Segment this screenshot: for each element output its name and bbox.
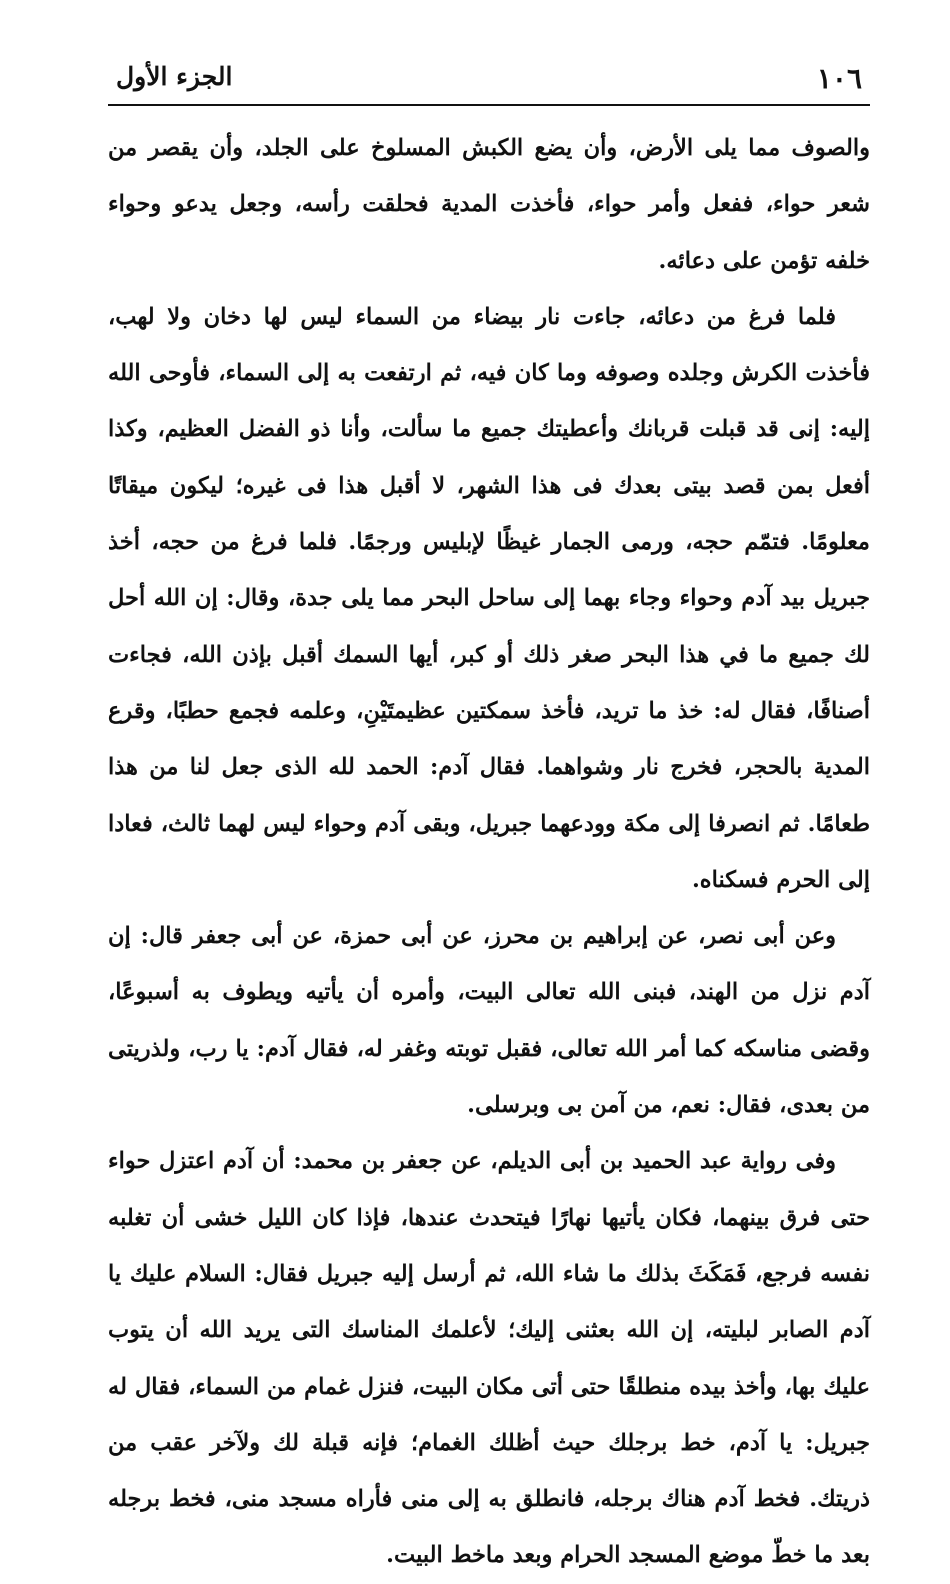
body-text [108,120,870,1584]
page-header [108,58,870,106]
paragraph: وفى رواية عبد الحميد بن أبى الديلم، عن جعفر بن محمد: أن آدم اعتزل حواء حتى فرق بينهما، فكان يأتيها نهارًا فيتحدث عندها، فإذا كان الليل خشى أن تغلبه نفسه فرجع، فَمَكَثَ بذلك ما شاء الله، ثم أرسل إليه جبريل فقال: السلام عليك يا آدم الصابر لبليته، إن الله بعثنى إليك؛ لأعلمك المناسك التى يريد الله أن يتوب عليك بها، وأخذ بيده منطلقًا حتى أتى مكان البيت، فنزل غمام من السماء، فقال له جبريل: يا آدم، خط برجلك حيث أظلك الغمام؛ فإنه قبلة لك ولآخر عقب من ذريتك. فخط آدم هناك برجله، فانطلق به إلى منى فأراه مسجد منى، فخط برجله بعد ما خطّ موضع المسجد الحرام وبعد ماخط البيت. [108,1148,870,1569]
paragraph: والصوف مما يلى الأرض، وأن يضع الكبش المسلوخ على الجلد، وأن يقصر من شعر حواء، ففعل وأمر حواء، فأخذت المدية فحلقت رأسه، وجعل يدعو وحواء خلفه تؤمن على دعائه. [108,135,870,274]
paragraph: وعن أبى نصر، عن إبراهيم بن محرز، عن أبى حمزة، عن أبى جعفر قال: إن آدم نزل من الهند، فبنى الله تعالى البيت، وأمره أن يأتيه ويطوف به أسبوعًا، وقضى مناسكه كما أمر الله تعالى، فقبل توبته وغفر له، فقال آدم: يا رب، ولذريتى من بعدى، فقال: نعم، من آمن بى وبرسلى. [108,923,870,1119]
running-head: الجزء الأول [116,62,233,91]
page-number: ١٠٦ [816,62,862,95]
paragraph: فلما فرغ من دعائه، جاءت نار بيضاء من السماء ليس لها دخان ولا لهب، فأخذت الكرش وجلده وصوفه وما كان فيه، ثم ارتفعت به إلى السماء، فأوحى الله إليه: إنى قد قبلت قربانك وأعطيتك جميع ما سألت، وأنا ذو الفضل العظيم، وكذا أفعل بمن قصد بيتى بعدك فى هذا الشهر، لا أقبل هذا فى غيره؛ ليكون ميقاتًا معلومًا. فتمّم حجه، ورمى الجمار غيظًا لإبليس ورجمًا. فلما فرغ من حجه، أخذ جبريل بيد آدم وحواء وجاء بهما إلى ساحل البحر مما يلى جدة، وقال: إن الله أحل لك جميع ما في هذا البحر صغر ذلك أو كبر، أيها السمك أقبل بإذن الله، فجاءت أصنافًا، فقال له: خذ ما تريد، فأخذ سمكتين عظيمتَيْنِ، وعلمه فجمع حطبًا، وقرع المدية بالحجر، فخرج نار وشواهما. فقال آدم: الحمد لله الذى جعل لنا من هذا طعامًا. ثم انصرفا إلى مكة وودعهما جبريل، وبقى آدم وحواء ليس لهما ثالث، فعادا إلى الحرم فسكناه. [108,303,870,893]
